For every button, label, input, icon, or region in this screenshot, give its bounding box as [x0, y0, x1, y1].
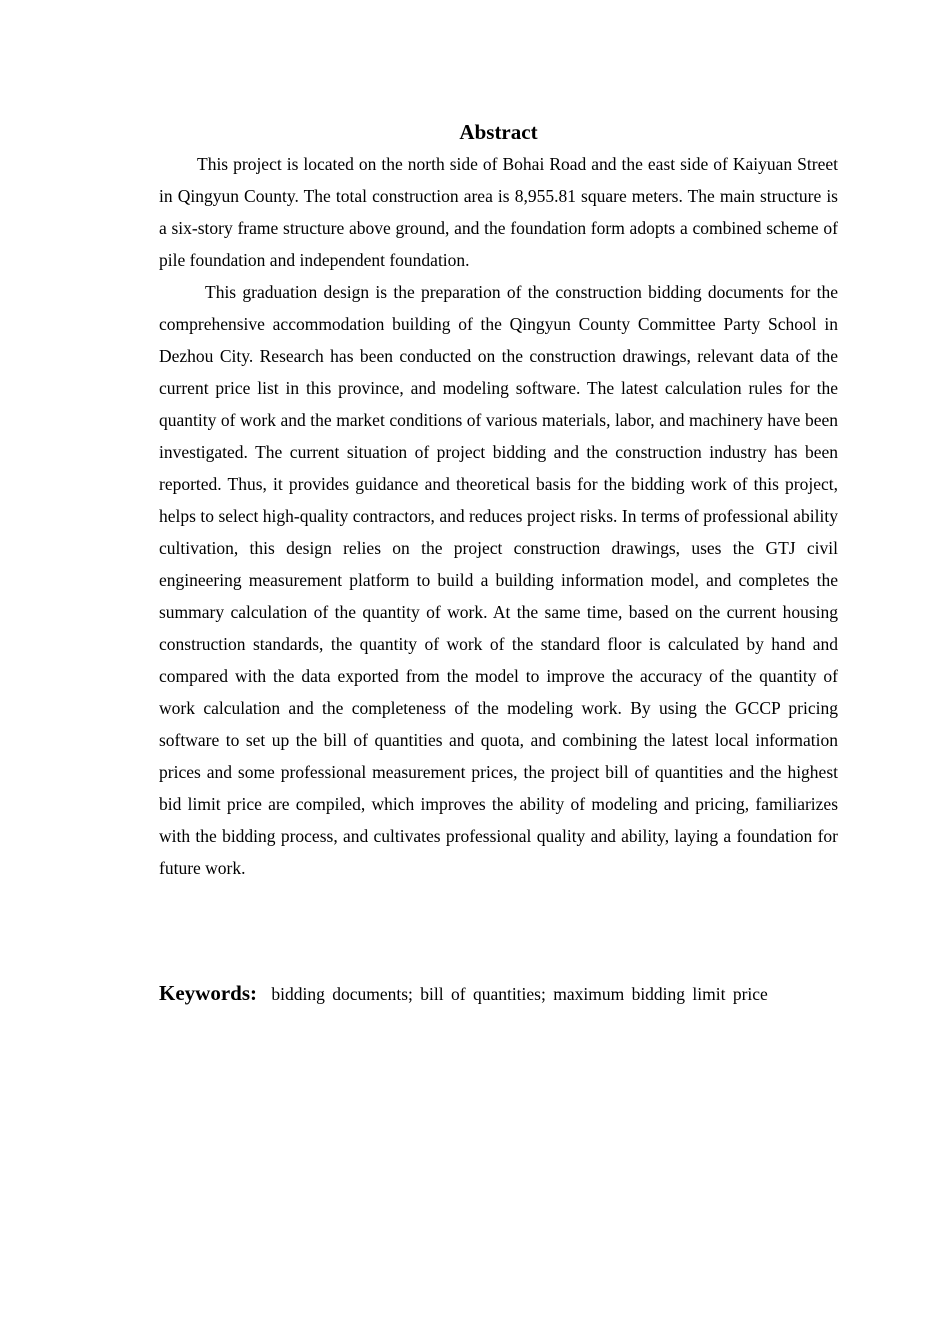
keywords-line: [159, 976, 859, 1011]
abstract-paragraph-2: This graduation design is the preparation of the construction bidding documents for the comprehensive accommodation building of the Qingyun County Committee Party School in Dezhou City. Research has been conducted on the construction drawings, relevant data of the current price list in this province, and modeling software. The latest calculation rules for the quantity of work and the market conditions of various materials, labor, and machinery have been investigated. The current situation of project bidding and the construction industry has been reported. Thus, it provides guidance and theoretical basis for the bidding work of this project, helps to select high-quality contractors, and reduces project risks. In terms of professional ability cultivation, this design relies on the project construction drawings, uses the GTJ civil engineering measurement platform to build a building information model, and completes the summary calculation of the quantity of work. At the same time, based on the current housing construction standards, the quantity of work of the standard floor is calculated by hand and compared with the data exported from the model to improve the accuracy of the quantity of work calculation and the completeness of the modeling work. By using the GCCP pricing software to set up the bill of quantities and quota, and combining the latest local information prices and some professional measurement prices, the project bill of quantities and the highest bid limit price are compiled, which improves the ability of modeling and pricing, familiarizes with the bidding process, and cultivates professional quality and ability, laying a foundation for future work.: [159, 282, 838, 878]
keywords-text: bidding documents; bill of quantities; maximum bidding limit price: [271, 984, 768, 1004]
abstract-paragraph-1: This project is located on the north side of Bohai Road and the east side of Kaiyuan Street in Qingyun County. The total construction area is 8,955.81 square meters. The main structure is a six-story frame structure above ground, and the foundation form adopts a combined scheme of pile foundation and independent foundation.: [159, 154, 838, 270]
keywords-label: Keywords:: [159, 981, 257, 1005]
abstract-title: Abstract: [459, 120, 538, 144]
abstract-body: [159, 148, 838, 884]
